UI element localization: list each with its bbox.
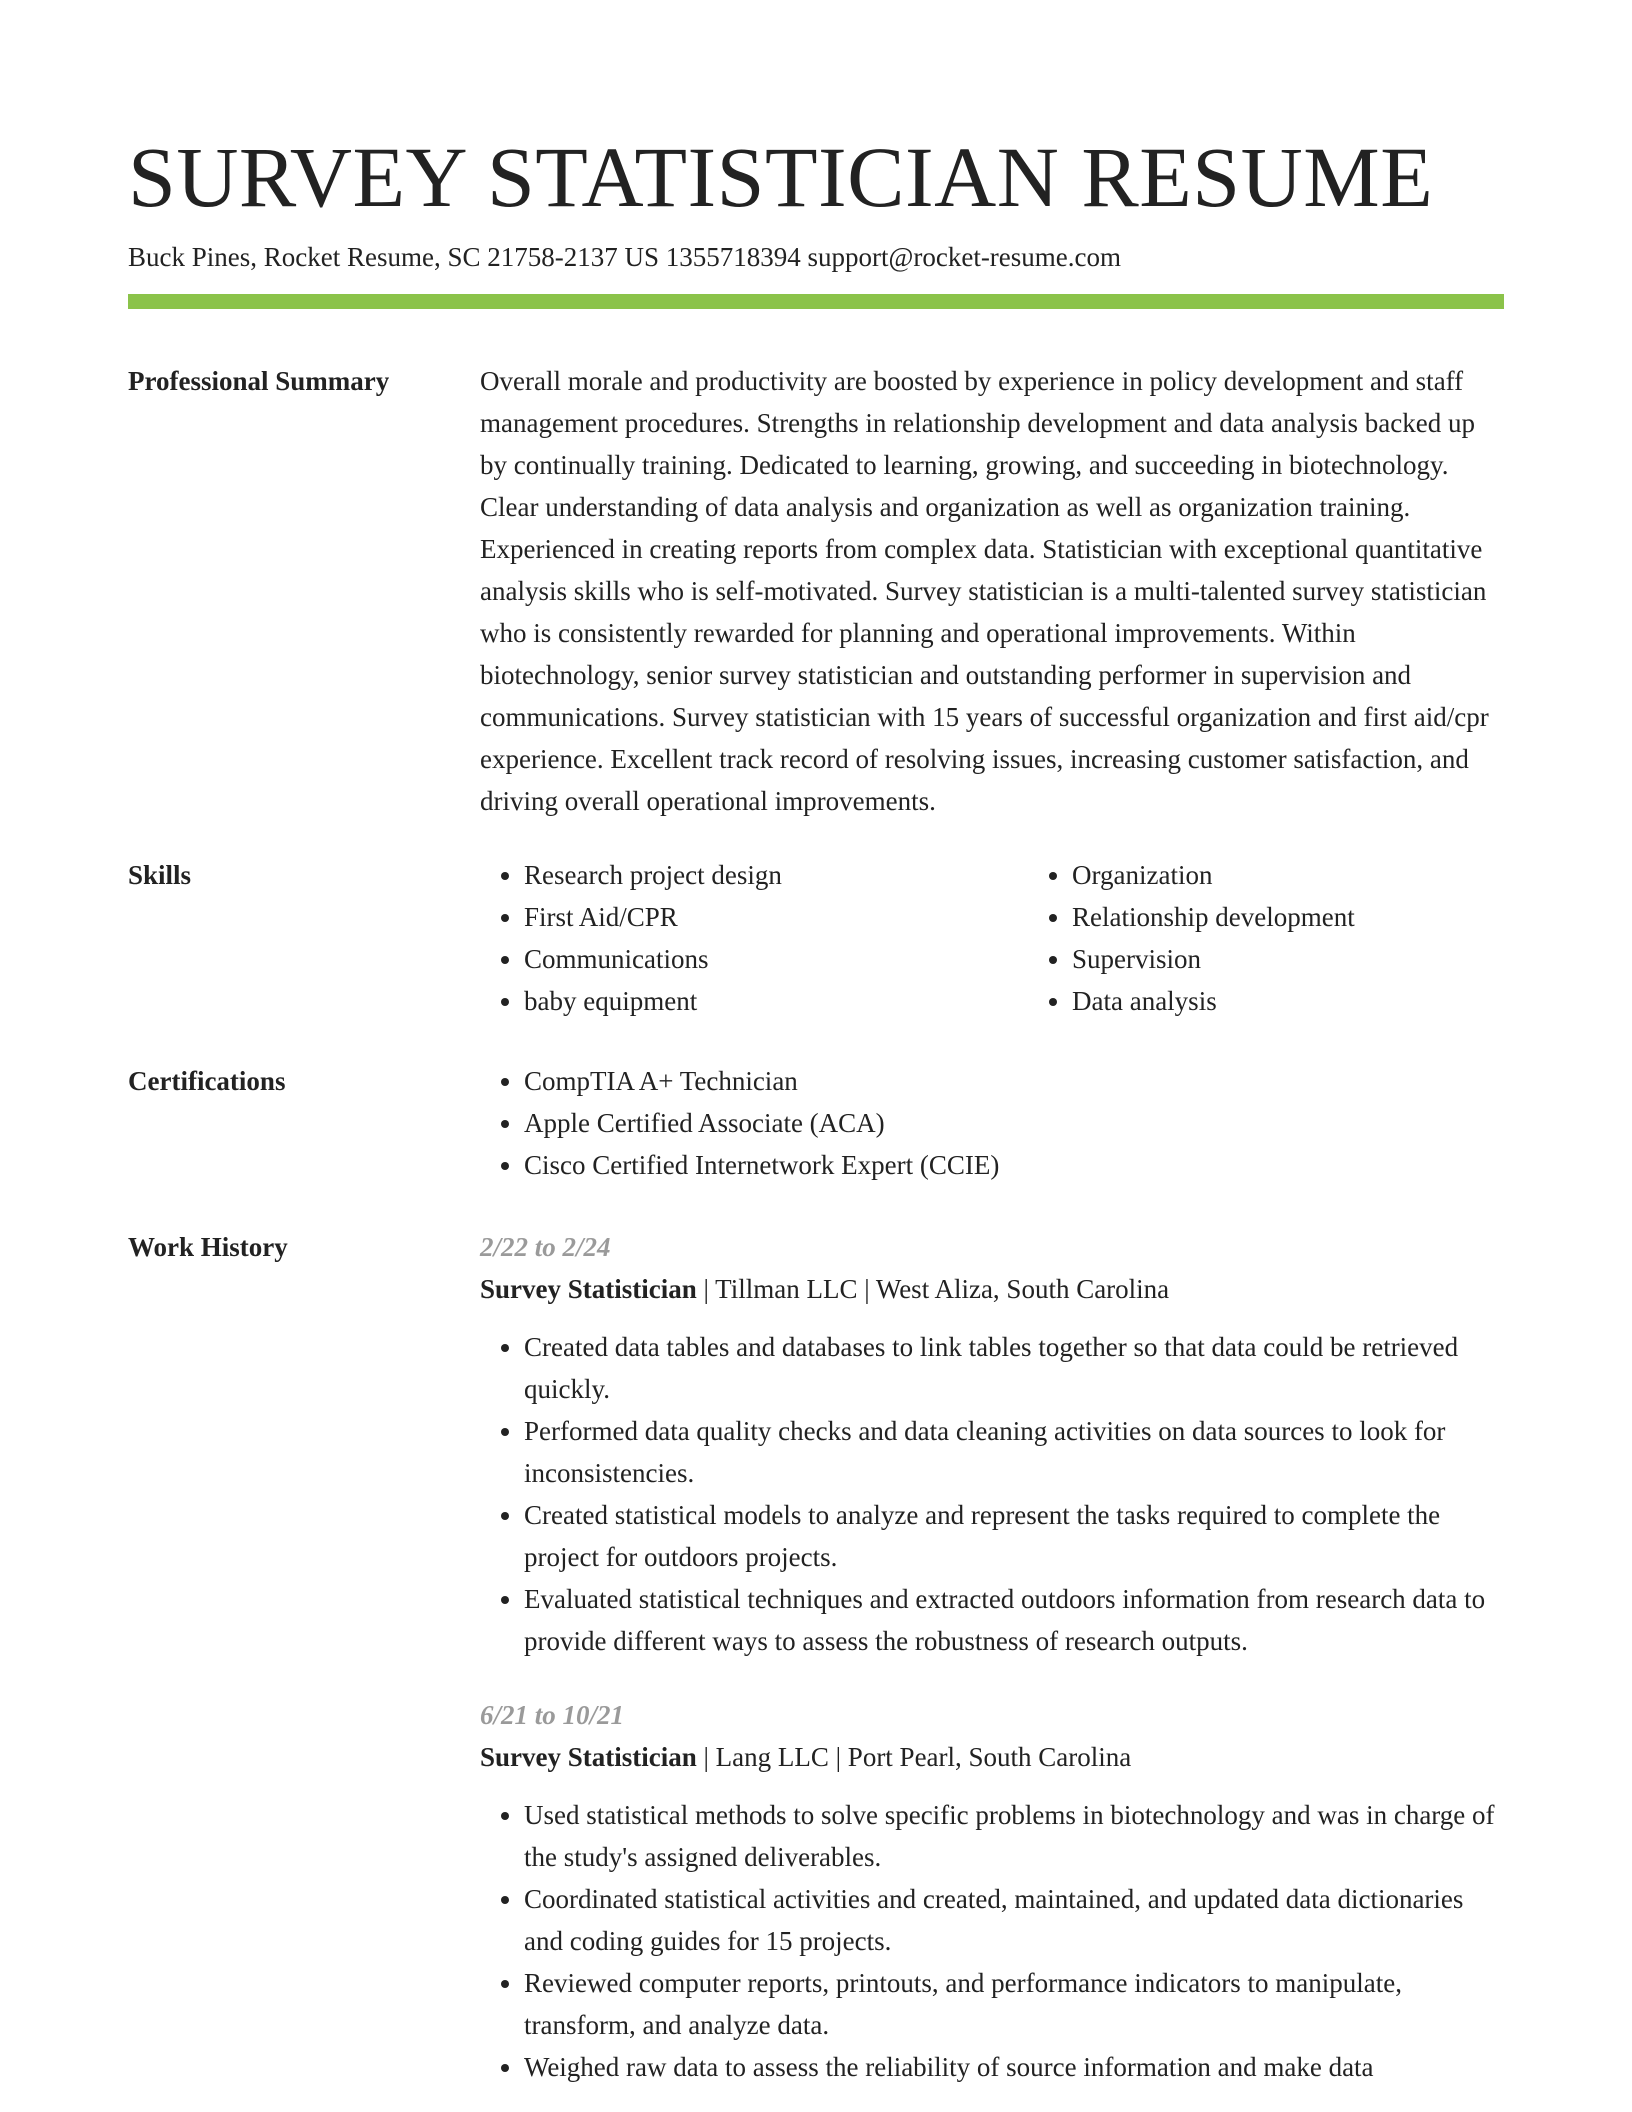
skill-item: • baby equipment <box>524 980 1028 1022</box>
resume-title: SURVEY STATISTICIAN RESUME <box>128 129 1434 225</box>
skill-item: • Research project design <box>524 854 1028 896</box>
skills-list-left <box>480 854 1028 1022</box>
work-history-label: Work History <box>128 1232 288 1263</box>
summary-label: Professional Summary <box>128 366 390 397</box>
job-bullet: • Used statistical methods to solve specific problems in biotechnology and was in charge of the study's assigned deliverables. <box>524 1794 1504 1878</box>
skills-list-right <box>1028 854 1576 1022</box>
job-bullets <box>480 1326 1504 1662</box>
certification-item: • Apple Certified Associate (ACA) <box>524 1102 1504 1144</box>
skills-section <box>128 854 1504 1022</box>
job-bullet: • Weighed raw data to assess the reliability of source information and make data <box>524 2046 1504 2088</box>
job-details: | Tillman LLC | West Aliza, South Carolina <box>696 1274 1170 1305</box>
certification-item: • CompTIA A+ Technician <box>524 1060 1504 1102</box>
resume-page <box>128 118 1504 2088</box>
certifications-label: Certifications <box>128 1066 286 1097</box>
skill-item: • First Aid/CPR <box>524 896 1028 938</box>
summary-section <box>128 360 1504 822</box>
summary-text: Overall morale and productivity are boosted by experience in policy development and staff management procedures. Strengths in relationship development and data analysis backed up by continually training. Dedicated to learning, growing, and succeeding in biotechnology. Clear understanding of data analysis and organization as well as organization training. Experienced in creating reports from complex data. Statistician with exceptional quantitative analysis skills who is self-motivated. Survey statistician is a multi-talented survey statistician who is consistently rewarded for planning and operational improvements. Within biotechnology, senior survey statistician and outstanding performer in supervision and communications. Survey statistician with 15 years of successful organization and first aid/cpr experience. Excellent track record of resolving issues, increasing customer satisfaction, and driving overall operational improvements. <box>480 366 1489 817</box>
certifications-list <box>480 1060 1504 1186</box>
job-entry <box>480 1226 1504 1662</box>
skill-item: • Communications <box>524 938 1028 980</box>
skill-item: • Relationship development <box>1072 896 1576 938</box>
job-title: Survey Statistician <box>480 1274 697 1305</box>
job-bullets <box>480 1794 1504 2088</box>
skills-grid <box>480 854 1576 1022</box>
job-entry <box>480 1694 1504 2088</box>
job-details: | Lang LLC | Port Pearl, South Carolina <box>696 1742 1132 1773</box>
job-heading <box>480 1268 1504 1310</box>
job-bullet: • Performed data quality checks and data cleaning activities on data sources to look for inconsistencies. <box>524 1410 1504 1494</box>
job-bullet: • Created statistical models to analyze and represent the tasks required to complete the project for outdoors projects. <box>524 1494 1504 1578</box>
job-bullet: • Created data tables and databases to link tables together so that data could be retrieved quickly. <box>524 1326 1504 1410</box>
job-dates: 6/21 to 10/21 <box>480 1700 625 1731</box>
skill-item: • Supervision <box>1072 938 1576 980</box>
job-title: Survey Statistician <box>480 1742 697 1773</box>
accent-divider <box>128 294 1504 309</box>
job-bullet: • Coordinated statistical activities and created, maintained, and updated data dictionaries and coding guides for 15 projects. <box>524 1878 1504 1962</box>
skills-label: Skills <box>128 860 192 891</box>
certifications-section <box>128 1060 1504 1186</box>
job-dates: 2/22 to 2/24 <box>480 1232 611 1263</box>
contact-line: Buck Pines, Rocket Resume, SC 21758-2137 US 1355718394 support@rocket-resume.com <box>128 242 1122 272</box>
job-heading <box>480 1736 1504 1778</box>
job-bullet: • Reviewed computer reports, printouts, and performance indicators to manipulate, transform, and analyze data. <box>524 1962 1504 2046</box>
certification-item: • Cisco Certified Internetwork Expert (CCIE) <box>524 1144 1504 1186</box>
skill-item: • Data analysis <box>1072 980 1576 1022</box>
job-bullet: • Evaluated statistical techniques and extracted outdoors information from research data to provide different ways to assess the robustness of research outputs. <box>524 1578 1504 1662</box>
skill-item: • Organization <box>1072 854 1576 896</box>
work-history-section <box>128 1226 1504 2088</box>
